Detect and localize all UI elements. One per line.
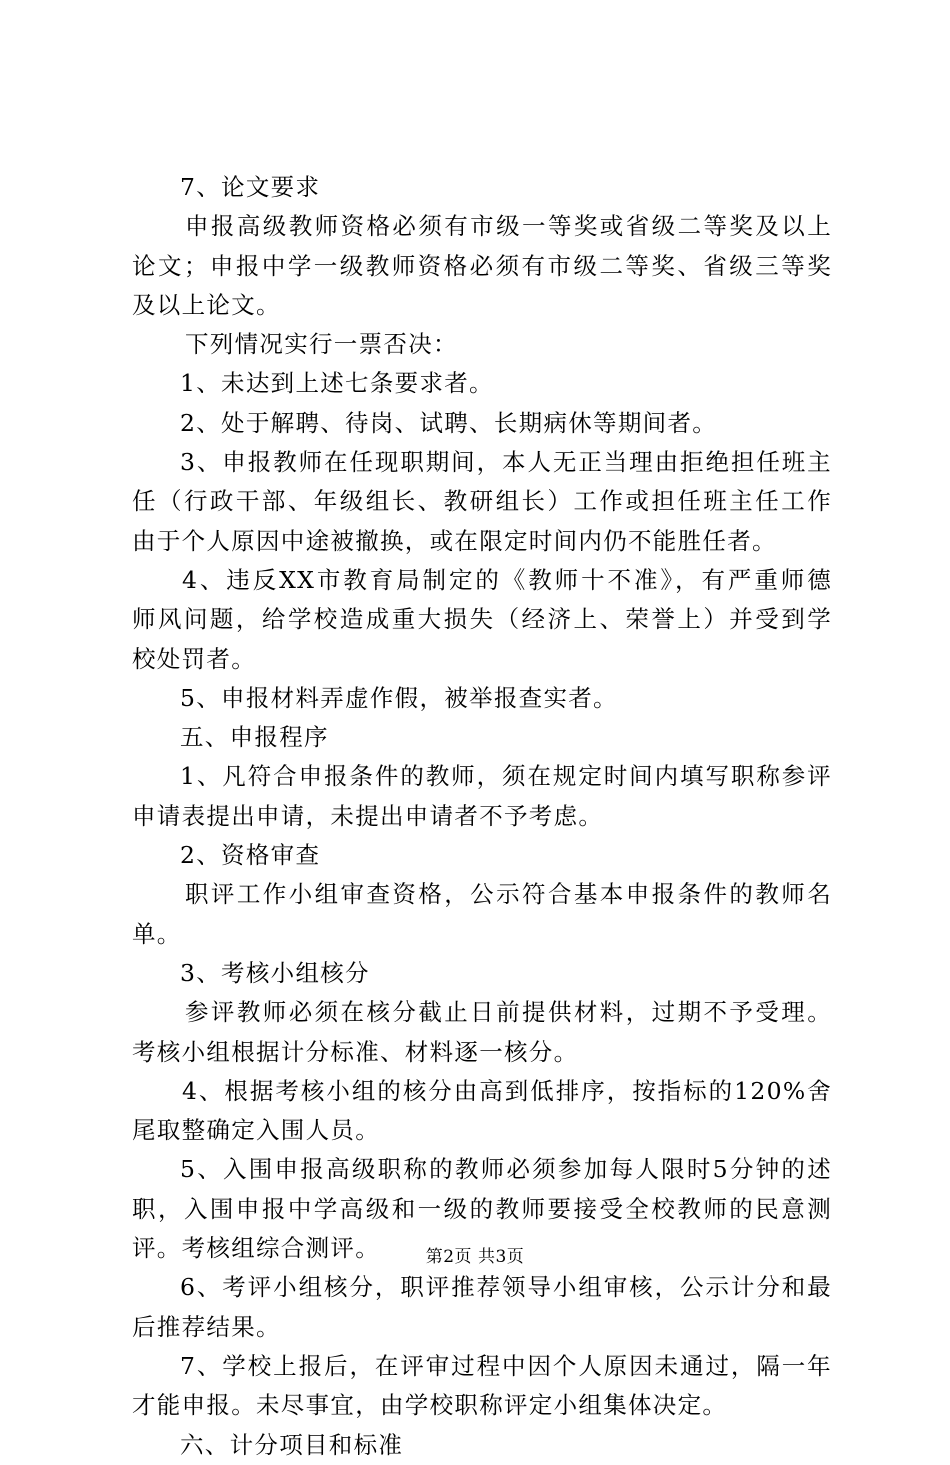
document-body [132, 168, 832, 1465]
list-item: 1、凡符合申报条件的教师，须在规定时间内填写职称参评 [180, 762, 832, 791]
paragraph-line: 校处罚者。 [132, 644, 256, 673]
paragraph-line: 参评教师必须在核分截止日前提供材料，过期不予受理。 [185, 998, 832, 1027]
paragraph-line: 职，入围申报中学高级和一级的教师要接受全校教师的民意测 [132, 1194, 832, 1223]
list-item: 3、考核小组核分 [180, 958, 370, 987]
list-item: 4、违反XX市教育局制定的《教师十不准》，有严重师德 [182, 565, 832, 594]
paragraph-line: 尾取整确定入围人员。 [132, 1116, 380, 1145]
list-item: 5、入围申报高级职称的教师必须参加每人限时5分钟的述 [180, 1155, 832, 1184]
section-heading-application-procedure: 五、申报程序 [180, 723, 329, 752]
paragraph-line: 下列情况实行一票否决： [185, 330, 458, 359]
section-heading-paper-requirements: 7、论文要求 [180, 173, 321, 201]
list-item: 2、资格审查 [180, 841, 321, 870]
paragraph-line: 及以上论文。 [132, 290, 281, 319]
list-item: 4、根据考核小组的核分由高到低排序，按指标的120%舍 [182, 1076, 832, 1105]
list-item: 1、未达到上述七条要求者。 [180, 369, 494, 398]
list-item: 7、学校上报后，在评审过程中因个人原因未通过，隔一年 [180, 1351, 832, 1380]
list-item: 3、申报教师在任现职期间，本人无正当理由拒绝担任班主 [180, 448, 832, 477]
paragraph-line: 单。 [132, 919, 182, 948]
list-item: 2、处于解聘、待岗、试聘、长期病休等期间者。 [180, 408, 718, 437]
paragraph-line: 论文；申报中学一级教师资格必须有市级二等奖、省级三等奖 [132, 251, 832, 280]
page-number-footer: 第2页 共3页 [425, 1247, 525, 1267]
paragraph-line: 评。考核组综合测评。 [132, 1234, 380, 1263]
paragraph-line: 才能申报。未尽事宜，由学校职称评定小组集体决定。 [132, 1391, 728, 1420]
list-item: 6、考评小组核分，职评推荐领导小组审核，公示计分和最 [180, 1273, 832, 1302]
paragraph-line: 考核小组根据计分标准、材料逐一核分。 [132, 1037, 579, 1066]
paragraph-line: 职评工作小组审查资格，公示符合基本申报条件的教师名 [185, 880, 832, 909]
paragraph-line: 申报高级教师资格必须有市级一等奖或省级二等奖及以上 [185, 212, 832, 241]
paragraph-line: 后推荐结果。 [132, 1312, 281, 1341]
paragraph-line: 师风问题，给学校造成重大损失（经济上、荣誉上）并受到学 [132, 605, 832, 634]
paragraph-line: 任（行政干部、年级组长、教研组长）工作或担任班主任工作 [132, 487, 832, 516]
paragraph-line: 由于个人原因中途被撤换，或在限定时间内仍不能胜任者。 [132, 526, 777, 555]
section-heading-scoring-items: 六、计分项目和标准 [180, 1430, 404, 1459]
paragraph-line: 申请表提出申请，未提出申请者不予考虑。 [132, 801, 604, 830]
list-item: 5、申报材料弄虚作假，被举报查实者。 [180, 683, 618, 712]
